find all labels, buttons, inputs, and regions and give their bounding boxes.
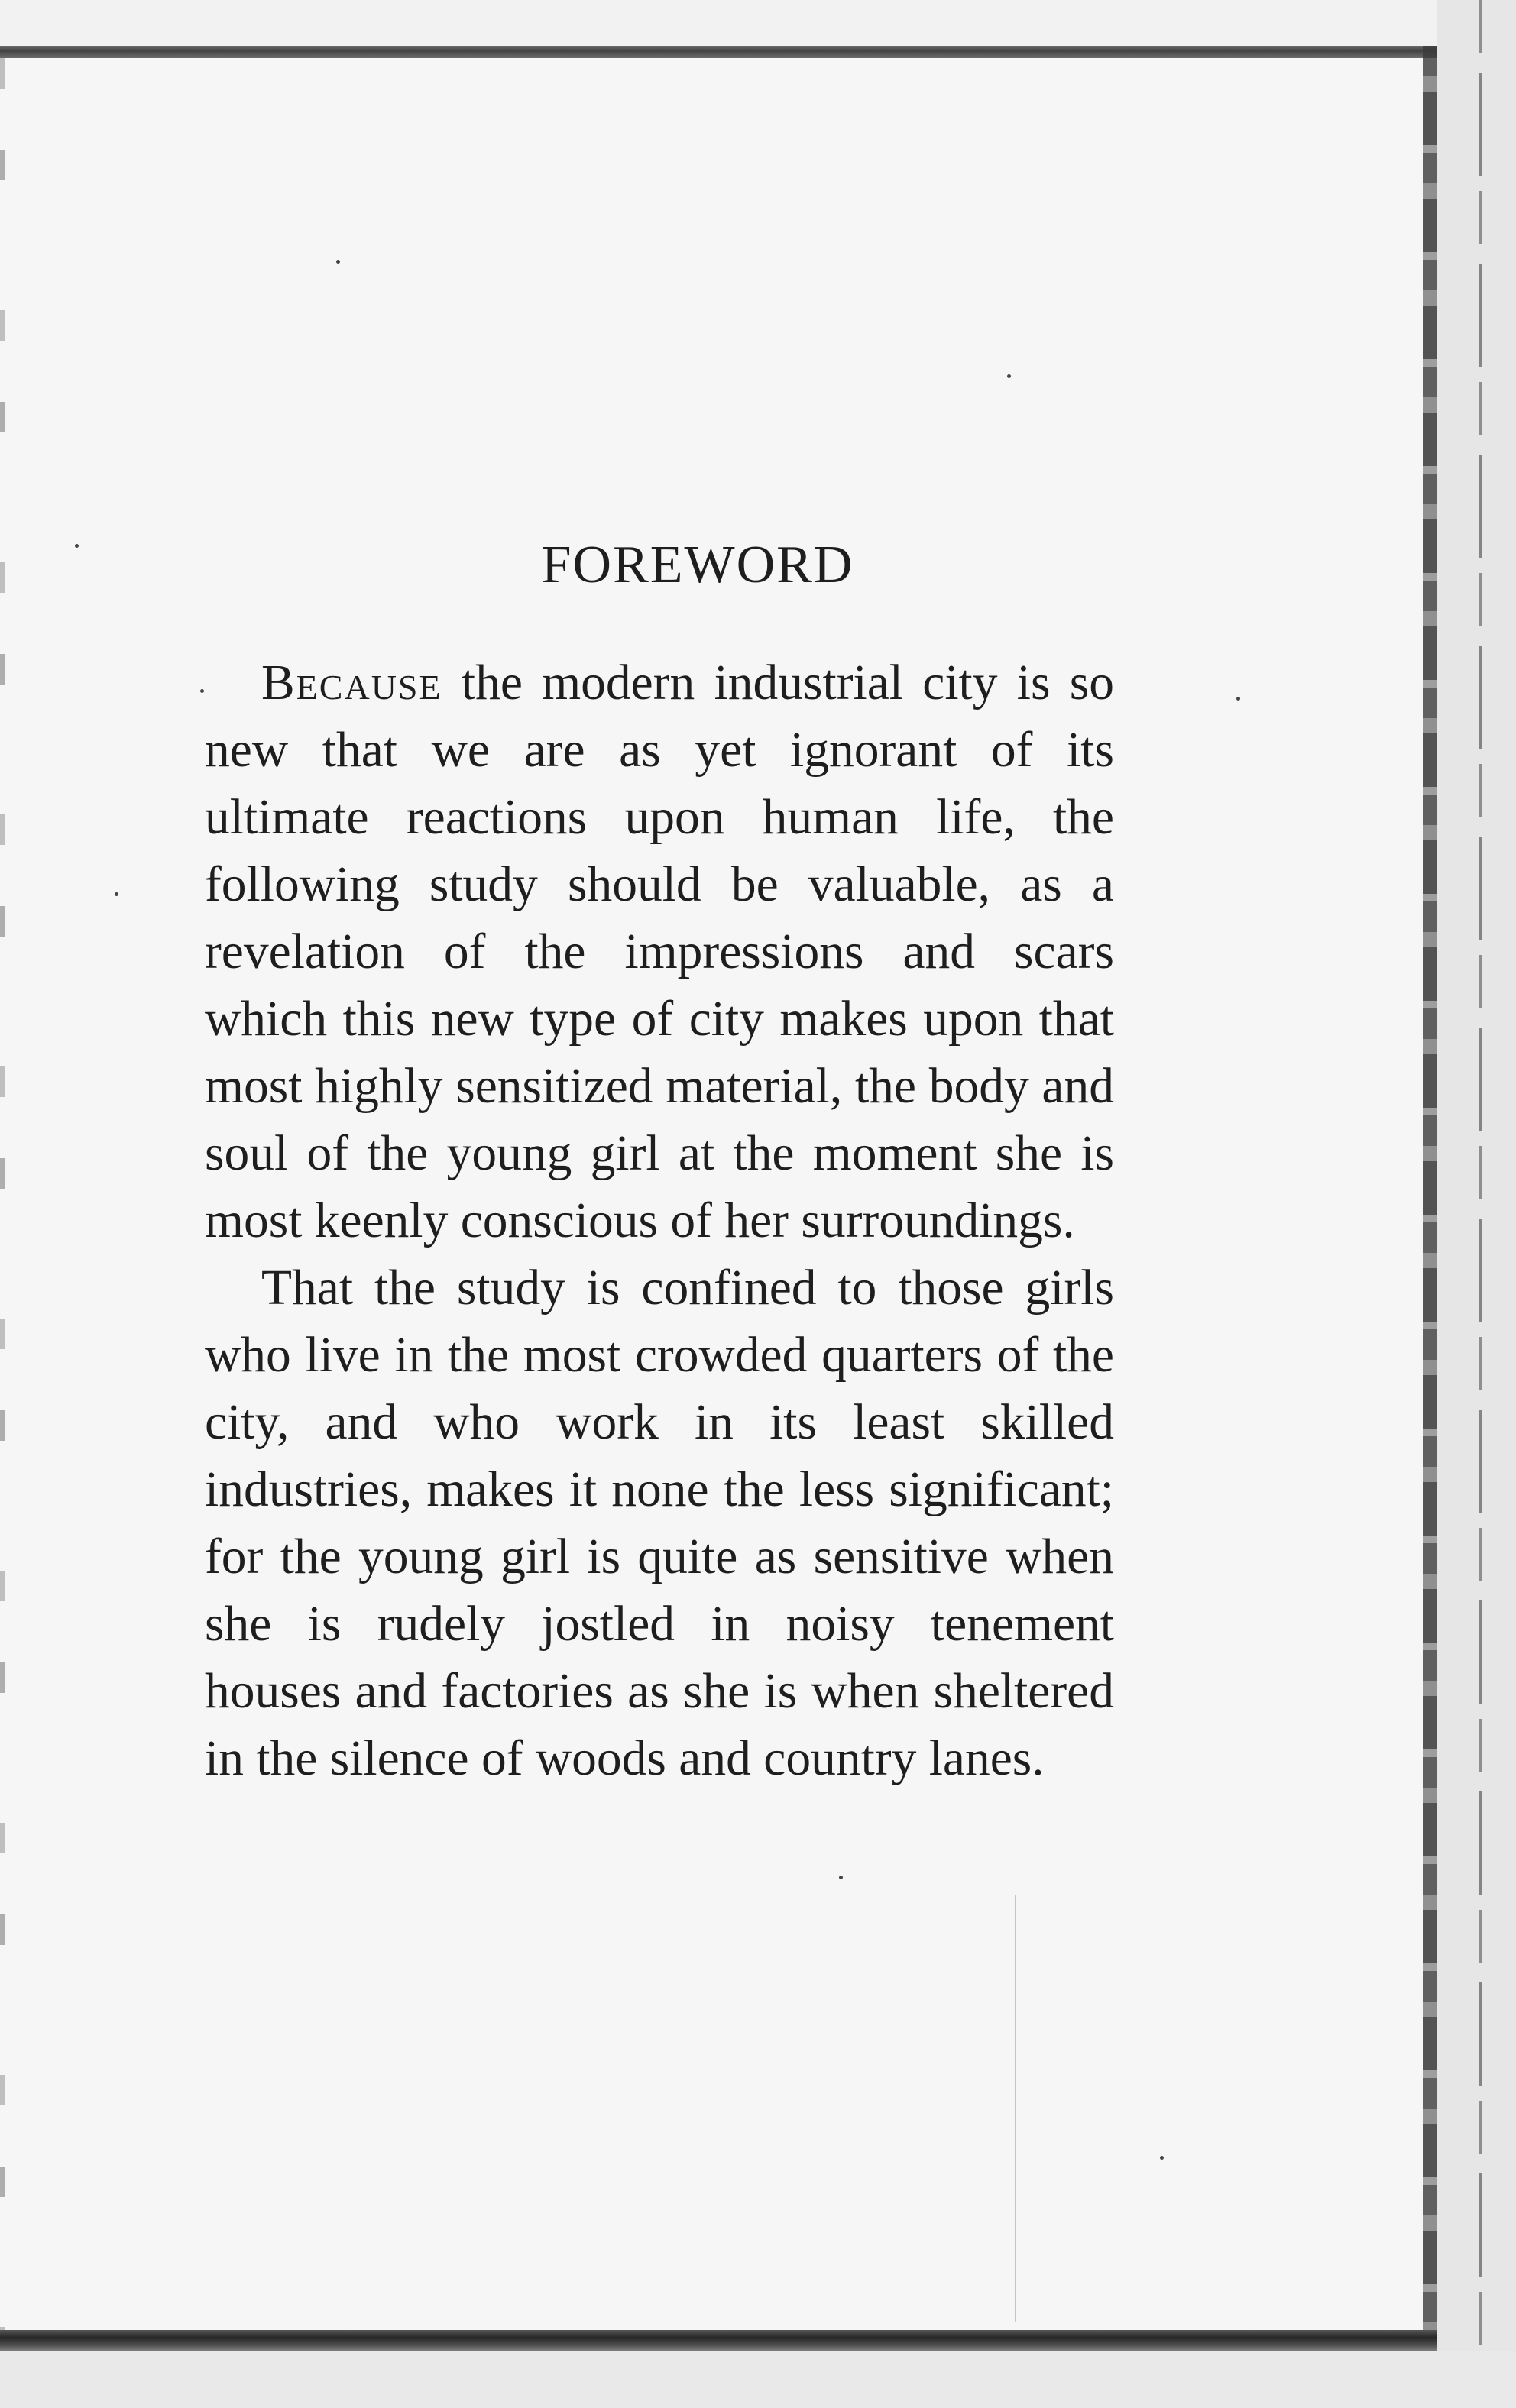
dust-speck (1007, 374, 1011, 378)
top-scan-margin (0, 0, 1516, 46)
dust-speck (1160, 2156, 1164, 2160)
right-page-edge (1423, 46, 1437, 2330)
bottom-page-edge (0, 2330, 1437, 2351)
bottom-scan-margin (0, 2351, 1516, 2408)
right-binding-line (1479, 0, 1482, 2408)
foreword-text-block (205, 535, 1114, 1792)
top-page-edge (0, 46, 1437, 58)
paragraph-1 (205, 649, 1114, 1254)
dust-speck (115, 892, 118, 896)
page-title: FOREWORD (541, 536, 854, 594)
paragraph-1-text: the modern industrial city is so new that we are as yet ignorant of its ultimate reactions upon human life, the following study should be valuable, as a revelation of the impressions and scars which this new type of city makes upon that most highly sensitized material, the body and soul of the young girl at the moment she is most keenly conscious of her surroundings. (205, 655, 1114, 1248)
paragraph-lead-word: Because (261, 655, 442, 710)
left-page-edge (0, 58, 5, 2330)
right-scan-margin (1437, 0, 1516, 2408)
dust-speck (75, 544, 79, 548)
dust-speck (336, 260, 340, 264)
paragraph-2: That the study is confined to those girls who live in the most crowded quarters of the city, and who work in its least skilled industries, makes it none the less significant; for the young girl is quite as sensitive when she is rudely jostled in noisy tenement houses and factories as she is when sheltered in the silence of woods and country lanes. (205, 1261, 1114, 1786)
dust-speck (200, 689, 204, 693)
paper-fold-line (1015, 1895, 1016, 2322)
dust-speck (839, 1876, 843, 1879)
dust-speck (1236, 697, 1240, 701)
